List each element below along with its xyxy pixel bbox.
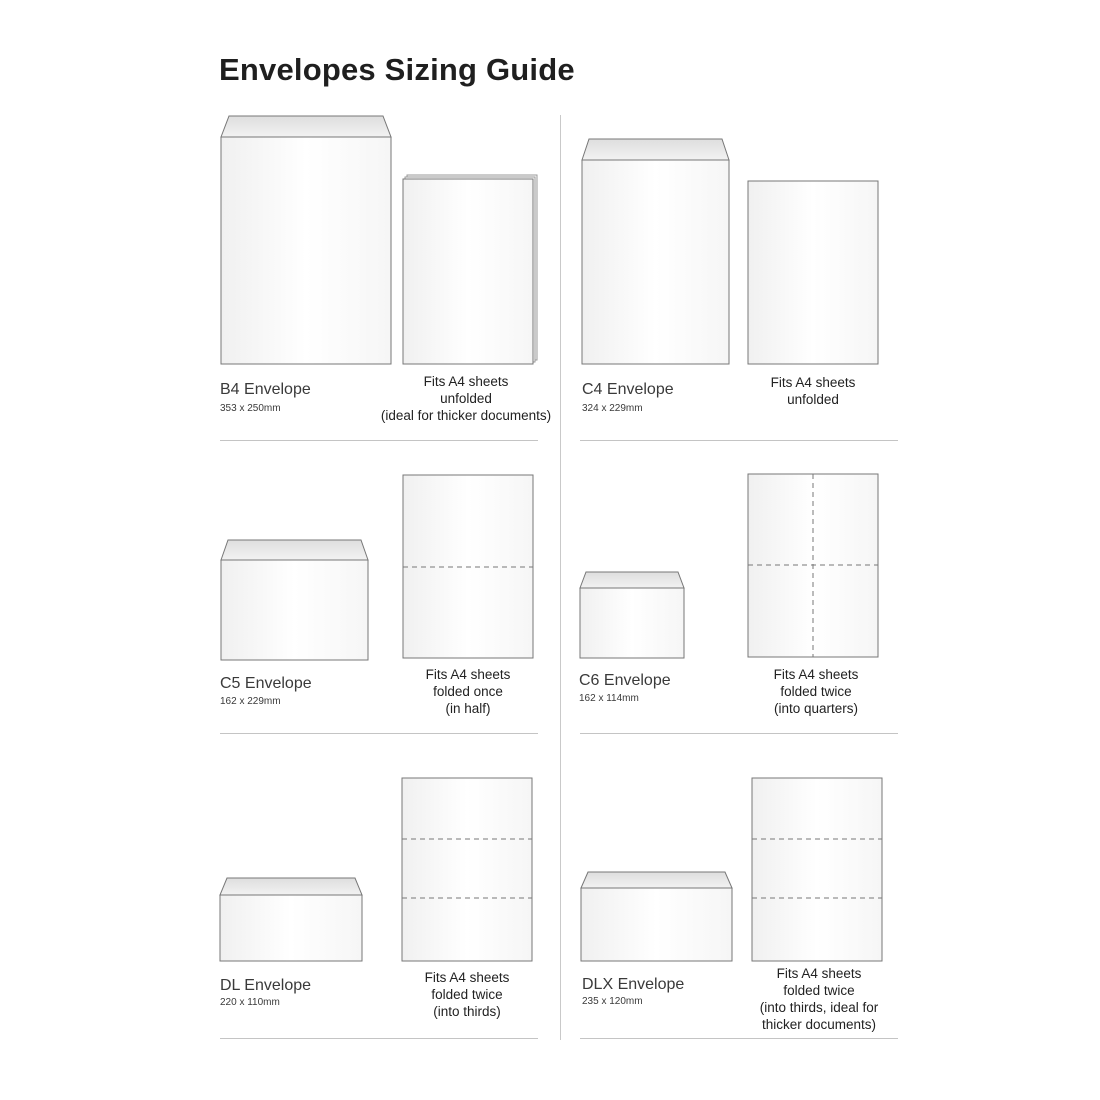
section-divider [580,733,898,734]
section-divider [220,1038,538,1039]
dlx-envelope-illustration [581,872,732,961]
envelope-size: 220 x 110mm [220,997,280,1008]
b4-sheet-stack-illustration [403,175,537,364]
envelope-name: B4 Envelope [220,381,311,398]
c4-envelope-illustration [582,139,729,364]
envelope-name: DL Envelope [220,977,312,994]
section-divider [580,440,898,441]
fits-description: Fits A4 sheets folded once (in half) [425,667,511,716]
c4-sheet-illustration [748,181,878,364]
envelope-size: 235 x 120mm [582,996,643,1007]
c6-envelope-illustration [580,572,684,658]
envelope-name: DLX Envelope [582,976,685,993]
envelope-name: C5 Envelope [220,675,312,692]
section-divider [220,733,538,734]
envelope-size: 324 x 229mm [582,403,643,414]
envelope-size: 162 x 114mm [579,693,639,704]
envelope-name: C4 Envelope [582,381,674,398]
fits-description: Fits A4 sheets folded twice (into thirds) [424,970,510,1019]
dl-envelope-illustration [220,878,362,961]
section-divider [580,1038,898,1039]
fits-description: Fits A4 sheets folded twice (into quarters) [773,667,859,716]
fits-description: Fits A4 sheets unfolded (ideal for thicker documents) [380,374,552,423]
envelope-size: 353 x 250mm [220,403,281,414]
c6-sheet-illustration [748,474,878,657]
fits-description: Fits A4 sheets unfolded [770,375,856,407]
section-divider [220,440,538,441]
page-title: Envelopes Sizing Guide [219,52,575,87]
b4-envelope-illustration [221,116,391,364]
c5-sheet-illustration [403,475,533,658]
envelope-name: C6 Envelope [579,672,671,689]
fits-description: Fits A4 sheets folded twice (into thirds, ideal for thicker documents) [759,966,879,1032]
dlx-sheet-illustration [752,778,882,961]
c5-envelope-illustration [221,540,368,660]
dl-sheet-illustration [402,778,532,961]
envelope-size: 162 x 229mm [220,696,281,707]
